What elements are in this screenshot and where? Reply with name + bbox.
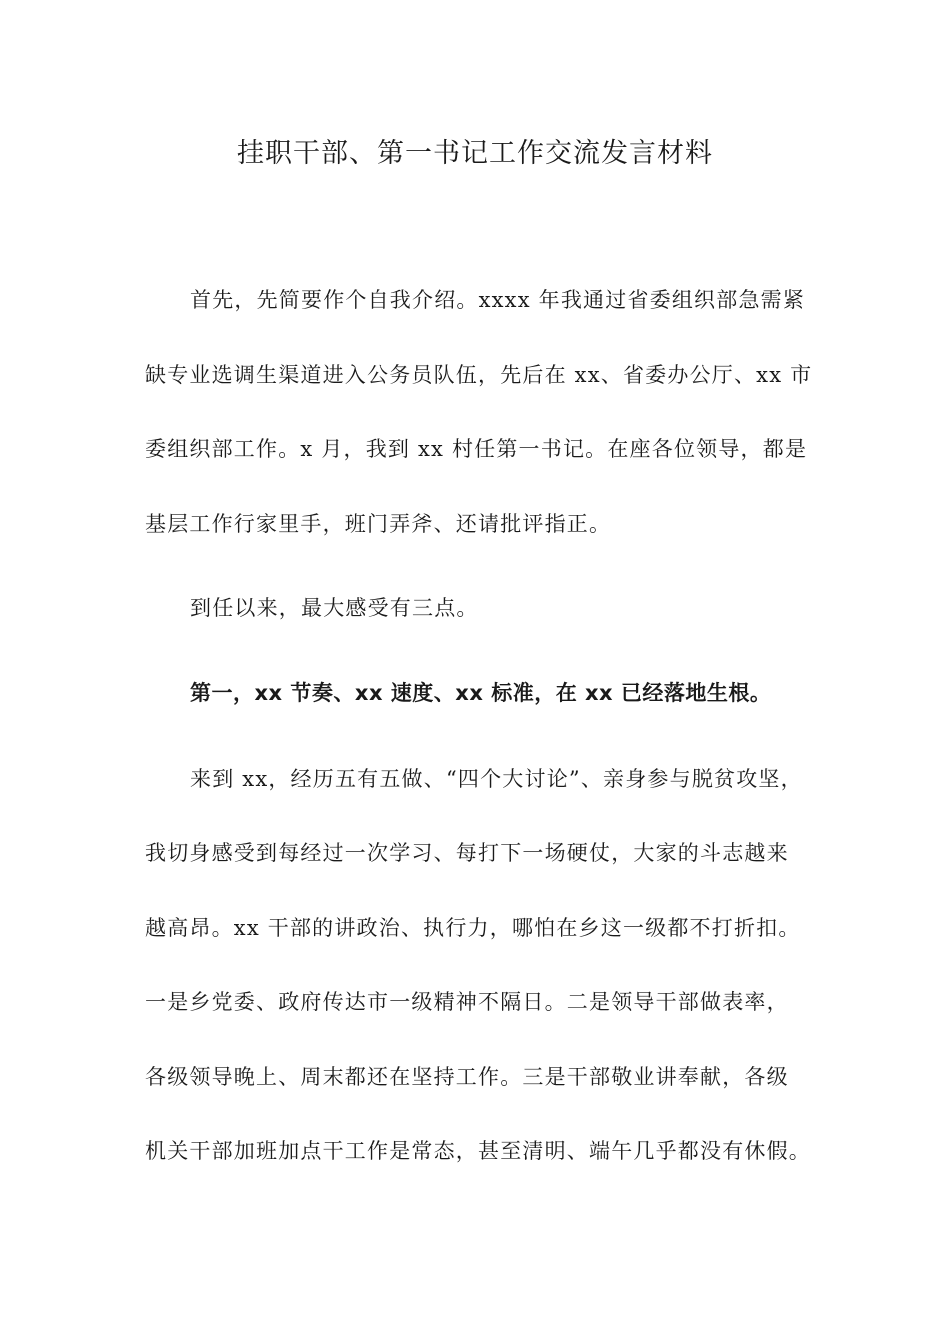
paragraph-line: 基层工作行家里手，班门弄斧、还请批评指正。 xyxy=(145,512,612,536)
paragraph-line: 到任以来，最大感受有三点。 xyxy=(190,596,479,620)
paragraph-line: 机关干部加班加点干工作是常态，甚至清明、端午几乎都没有休假。 xyxy=(145,1139,811,1163)
paragraph-line: 我切身感受到每经过一次学习、每打下一场硬仗，大家的斗志越来 xyxy=(145,841,789,865)
paragraph-line: 一是乡党委、政府传达市一级精神不隔日。二是领导干部做表率， xyxy=(145,990,789,1014)
paragraph-line: 越高昂。xx 干部的讲政治、执行力，哪怕在乡这一级都不打折扣。 xyxy=(145,916,801,940)
paragraph-line: 各级领导晚上、周末都还在坚持工作。三是干部敬业讲奉献，各级 xyxy=(145,1065,789,1089)
paragraph-line: 缺专业选调生渠道进入公务员队伍，先后在 xx、省委办公厅、xx 市 xyxy=(145,363,813,387)
paragraph-line: 来到 xx，经历五有五做、“四个大讨论”、亲身参与脱贫攻坚， xyxy=(190,767,803,791)
section-heading: 第一，xx 节奏、xx 速度、xx 标准，在 xx 已经落地生根。 xyxy=(190,681,772,705)
paragraph-line: 委组织部工作。x 月，我到 xx 村任第一书记。在座各位领导，都是 xyxy=(145,437,808,461)
document-title: 挂职干部、第一书记工作交流发言材料 xyxy=(237,138,713,169)
paragraph-line: 首先，先简要作个自我介绍。xxxx 年我通过省委组织部急需紧 xyxy=(190,288,806,312)
